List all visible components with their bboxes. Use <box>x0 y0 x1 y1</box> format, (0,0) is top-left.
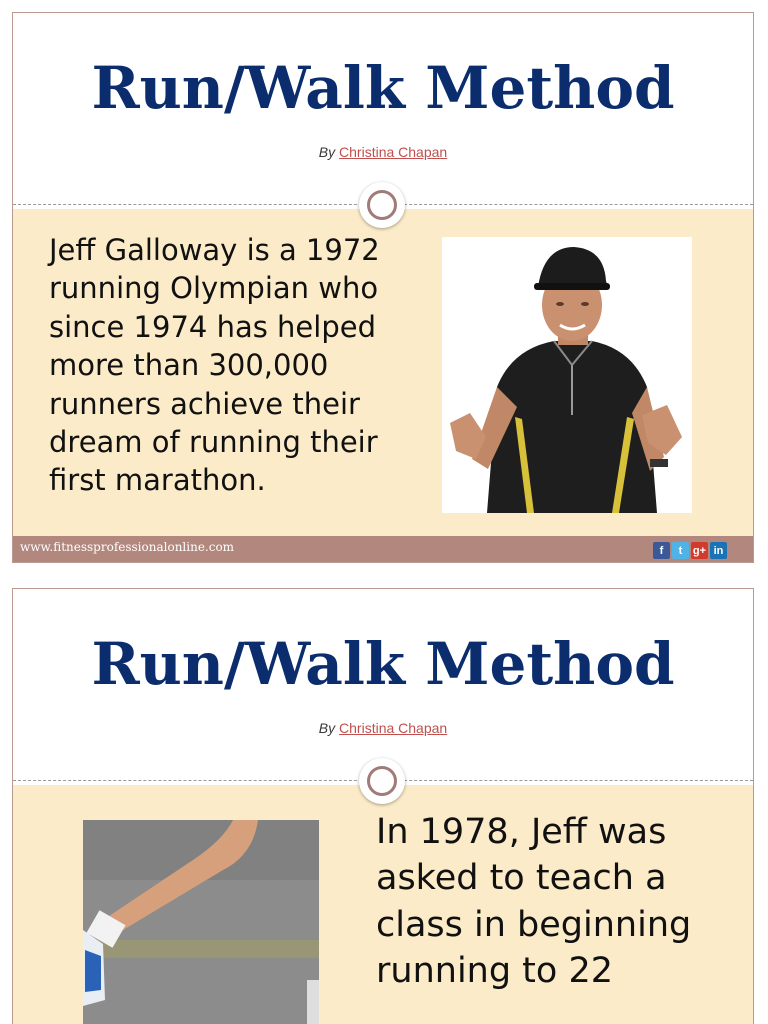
google-plus-icon[interactable]: g+ <box>691 542 708 559</box>
author-link[interactable]: Christina Chapan <box>339 720 448 736</box>
slide-title: Run/Walk Method <box>91 630 675 698</box>
facebook-icon[interactable]: f <box>653 542 670 559</box>
slide-1 <box>12 12 754 563</box>
byline <box>13 144 753 160</box>
ring-ornament-icon <box>359 182 405 228</box>
slide-2 <box>12 588 754 1024</box>
runner-portrait-photo <box>442 237 692 513</box>
slide-body-text: Jeff Galloway is a 1972 running Olympian who since 1974 has helped more than 300,000 runners achieve their dream of running their first marathon. <box>49 233 380 498</box>
byline-prefix: By <box>318 720 336 736</box>
byline-prefix: By <box>318 144 336 160</box>
footer-bar <box>13 536 753 562</box>
slide-title: Run/Walk Method <box>91 54 675 122</box>
ring-ornament-icon <box>359 758 405 804</box>
slide-body-text: In 1978, Jeff was asked to teach a class in beginning running to 22 <box>376 812 692 992</box>
linkedin-icon[interactable]: in <box>710 542 727 559</box>
twitter-icon[interactable]: t <box>672 542 689 559</box>
author-link[interactable]: Christina Chapan <box>339 144 448 160</box>
byline <box>13 720 753 736</box>
footer-url[interactable]: www.fitnessprofessionalonline.com <box>20 540 235 554</box>
running-legs-photo <box>83 820 319 1024</box>
social-icons <box>653 542 727 559</box>
